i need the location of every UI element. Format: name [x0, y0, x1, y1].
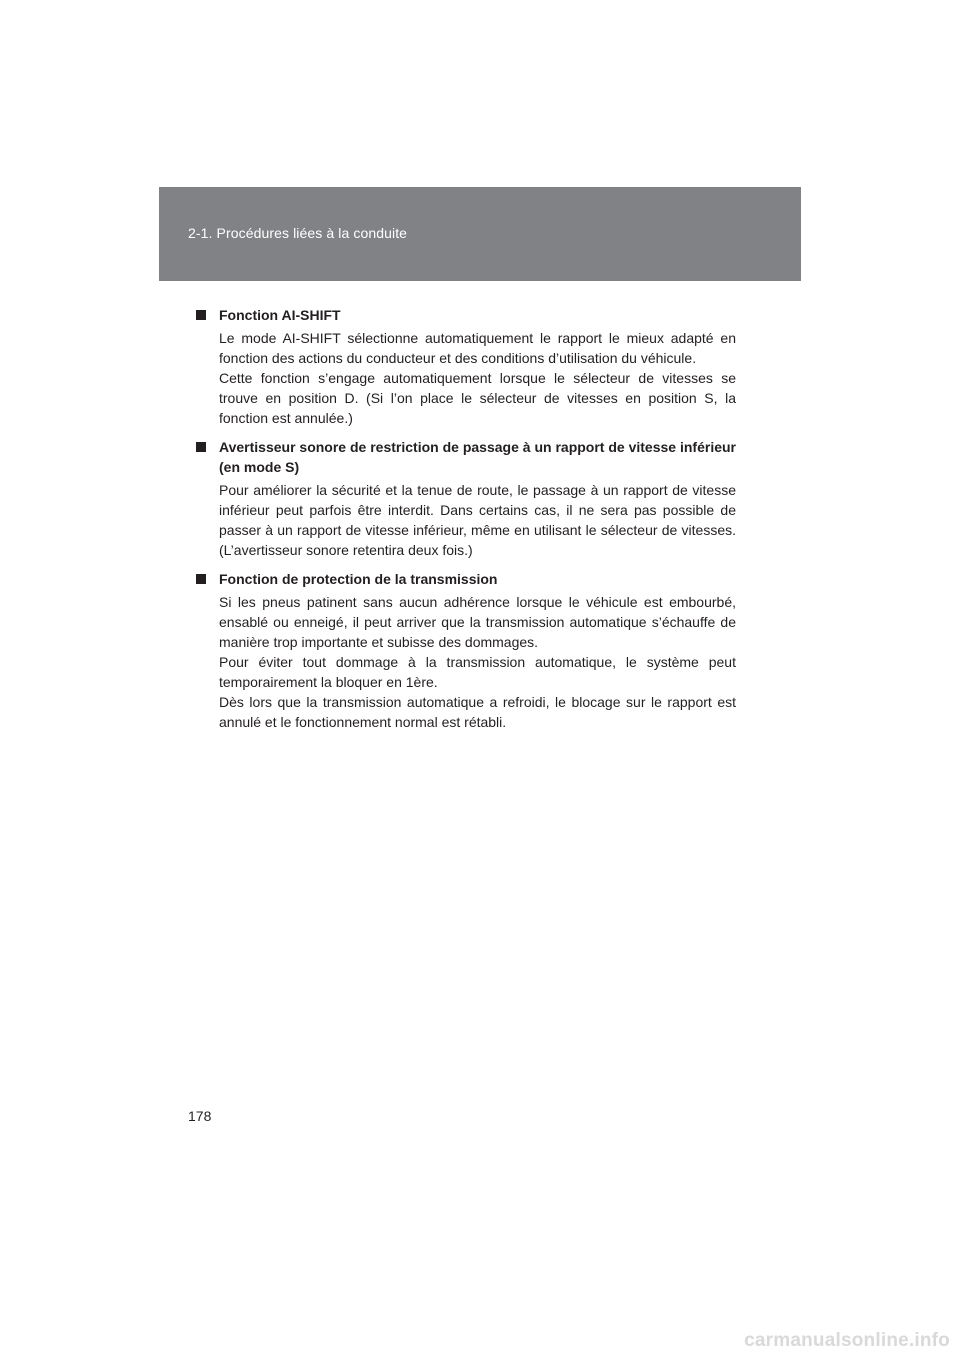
section-header-band [159, 187, 801, 281]
watermark: carmanualsonline.info [744, 1330, 950, 1351]
section-heading [196, 305, 736, 325]
section-transmission-protection [196, 569, 736, 732]
square-bullet-icon [196, 442, 206, 452]
paragraph: Pour éviter tout dommage à la transmission automatique, le système peut temporairement la bloquer en 1ère. [219, 654, 736, 690]
section-ai-shift [196, 305, 736, 428]
page-number: 178 [188, 1108, 212, 1124]
section-heading-text: Avertisseur sonore de restriction de passage à un rapport de vitesse inférieur (en mode S) [219, 439, 736, 475]
paragraph: Dès lors que la transmission automatique a refroidi, le blocage sur le rapport est annulé et le fonctionnement normal est rétabli. [219, 694, 736, 730]
section-heading [196, 437, 736, 477]
page-content [196, 305, 736, 741]
section-downshift-buzzer [196, 437, 736, 560]
paragraph: Cette fonction s’engage automatiquement lorsque le sélecteur de vitesses se trouve en position D. (Si l’on place le sélecteur de vitesses en position S, la fonction est annulée.) [219, 370, 736, 426]
paragraph: Pour améliorer la sécurité et la tenue de route, le passage à un rapport de vitesse inférieur peut parfois être interdit. Dans certains cas, il ne sera pas possible de passer à un rapport de vitesse inférieur, même en utilisant le sélecteur de vitesses. (L’avertisseur sonore retentira deux fois.) [219, 482, 736, 558]
square-bullet-icon [196, 574, 206, 584]
section-title: 2-1. Procédures liées à la conduite [188, 225, 408, 241]
section-heading-text: Fonction AI-SHIFT [219, 307, 341, 323]
paragraph: Si les pneus patinent sans aucun adhérence lorsque le véhicule est embourbé, ensablé ou enneigé, il peut arriver que la transmission automatique s’échauffe de manière trop importante et subisse des dommages. [219, 594, 736, 650]
section-heading [196, 569, 736, 589]
section-heading-text: Fonction de protection de la transmission [219, 571, 498, 587]
paragraph: Le mode AI-SHIFT sélectionne automatiquement le rapport le mieux adapté en fonction des actions du conducteur et des conditions d’utilisation du véhicule. [219, 330, 736, 366]
square-bullet-icon [196, 310, 206, 320]
